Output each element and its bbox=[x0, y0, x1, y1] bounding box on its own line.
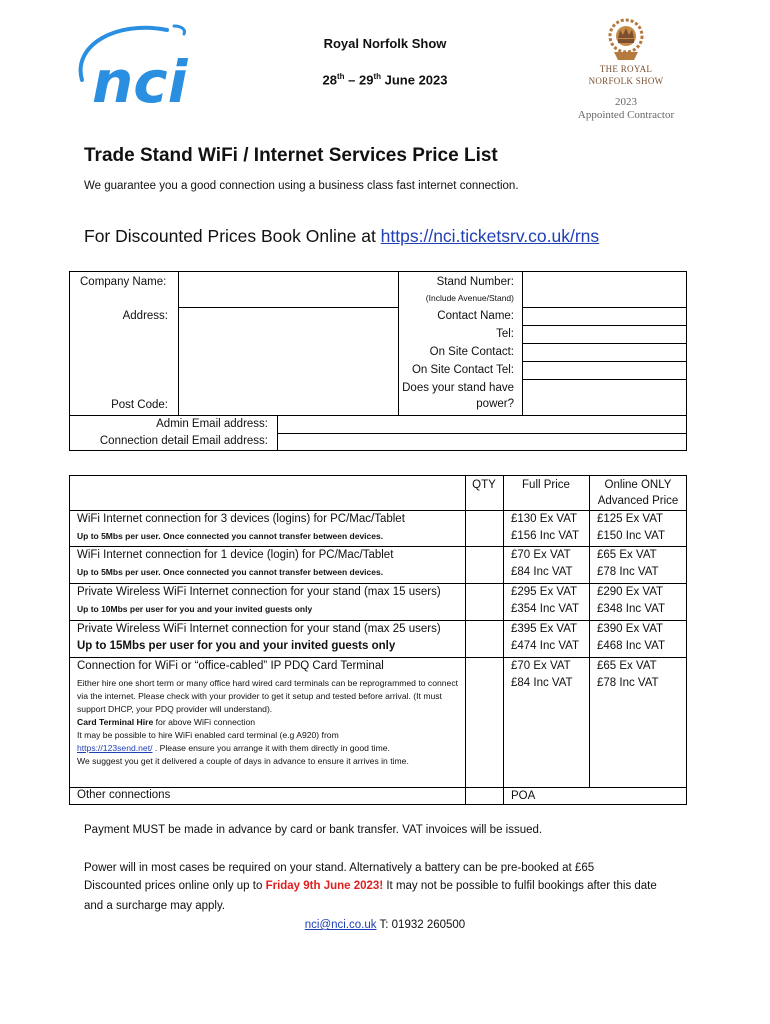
service-subtitle: Up to 15Mbs per user for you and your invited guests only bbox=[77, 640, 396, 652]
page-subtitle: We guarantee you a good connection using a business class fast internet connection. bbox=[84, 180, 519, 192]
service-subtitle: Up to 5Mbs per user. Once connected you cannot transfer between devices. bbox=[77, 567, 384, 577]
online-price-ex: £290 Ex VAT bbox=[597, 586, 664, 598]
address-label: Address: bbox=[122, 310, 168, 322]
event-dates: 28th – 29th June 2023 bbox=[322, 72, 448, 88]
online-price-inc: £150 Inc VAT bbox=[597, 530, 665, 542]
crown-crest-icon bbox=[606, 18, 646, 62]
qty-input[interactable] bbox=[466, 511, 503, 546]
qty-input[interactable] bbox=[466, 621, 503, 657]
logo-wordmark: nci bbox=[92, 48, 188, 116]
admin-email-label: Admin Email address: bbox=[156, 418, 268, 430]
service-note: Either hire one short term or many office hard wired card terminals can be reprogrammed to connect via the internet. Please check with your provider to get it setup and tested before arrival. (It must support DHCP, your PDQ provider will understand). Card Terminal Hire for above WiFi connection It may be possible to hire WiFi enabled card terminal (e.g A920) from https://123send.net/ . Please ensure you arrange it with them directly in good time. We suggest you get it delivered a couple of days in advance to ensure it arrives in time. bbox=[77, 678, 459, 766]
col-header-qty: QTY bbox=[472, 479, 496, 491]
connection-email-field[interactable] bbox=[278, 434, 687, 451]
power-note: Power will in most cases be required on your stand. Alternatively a battery can be pre-booked at £65 bbox=[84, 862, 595, 874]
card-terminal-hire-label: Card Terminal Hire bbox=[77, 717, 154, 727]
service-title: WiFi Internet connection for 1 device (login) for PC/Mac/Tablet bbox=[77, 549, 394, 561]
col-header-online-line2: Advanced Price bbox=[597, 495, 679, 507]
full-price-inc: £474 Inc VAT bbox=[511, 640, 579, 652]
online-price-inc: £78 Inc VAT bbox=[597, 677, 659, 689]
discount-note: Discounted prices online only up to Friday 9th June 2023! It may not be possible to fulfil bookings after this date bbox=[84, 880, 657, 892]
full-price-ex: £70 Ex VAT bbox=[511, 660, 571, 672]
tel-label: Tel: bbox=[496, 328, 514, 340]
online-price-inc: £78 Inc VAT bbox=[597, 566, 659, 578]
company-name-label: Company Name: bbox=[80, 276, 167, 288]
123send-link[interactable]: https://123send.net/ bbox=[77, 743, 153, 753]
service-note-text: Either hire one short term or many office hard wired card terminals can be reprogrammed to connect via the internet. Please check with your provider to get it setup and tested before arrival. (It must support DHCP, your PDQ provider will understand). bbox=[77, 678, 459, 714]
qty-input[interactable] bbox=[466, 788, 503, 804]
contact-name-label: Contact Name: bbox=[437, 310, 514, 322]
full-price-ex: £130 Ex VAT bbox=[511, 513, 578, 525]
power-label-line1: Does your stand have bbox=[402, 382, 514, 394]
full-price-poa: POA bbox=[511, 790, 536, 802]
tel-field[interactable] bbox=[523, 326, 687, 343]
service-title: Private Wireless WiFi Internet connection for your stand (max 25 users) bbox=[77, 623, 441, 635]
royal-norfolk-crest-block bbox=[568, 18, 684, 121]
online-price-inc: £348 Inc VAT bbox=[597, 603, 665, 615]
stand-number-field[interactable] bbox=[523, 273, 687, 307]
contact-tel: T: 01932 260500 bbox=[376, 919, 466, 931]
page-title: Trade Stand WiFi / Internet Services Price List bbox=[84, 145, 498, 166]
booking-link[interactable]: https://nci.ticketsrv.co.uk/rns bbox=[380, 226, 600, 246]
power-label-line2: power? bbox=[476, 398, 514, 410]
event-name: Royal Norfolk Show bbox=[323, 36, 447, 51]
online-price-inc: £468 Inc VAT bbox=[597, 640, 665, 652]
full-price-inc: £156 Inc VAT bbox=[511, 530, 579, 542]
onsite-tel-field[interactable] bbox=[523, 362, 687, 379]
payment-note: Payment MUST be made in advance by card or bank transfer. VAT invoices will be issued. bbox=[84, 824, 543, 836]
col-header-full-price: Full Price bbox=[522, 479, 570, 491]
service-title: Connection for WiFi or “office-cabled” IP PDQ Card Terminal bbox=[77, 660, 384, 672]
online-price-ex: £125 Ex VAT bbox=[597, 513, 664, 525]
stand-number-note: (Include Avenue/Stand) bbox=[425, 293, 514, 303]
full-price-ex: £395 Ex VAT bbox=[511, 623, 578, 635]
onsite-contact-label: On Site Contact: bbox=[429, 346, 514, 358]
online-price-ex: £390 Ex VAT bbox=[597, 623, 664, 635]
service-title: Other connections bbox=[77, 789, 171, 801]
qty-input[interactable] bbox=[466, 658, 503, 787]
booking-line: For Discounted Prices Book Online at https://nci.ticketsrv.co.uk/rns bbox=[84, 226, 600, 246]
appointed-contractor: Appointed Contractor bbox=[577, 109, 675, 121]
full-price-ex: £70 Ex VAT bbox=[511, 549, 571, 561]
discount-deadline: Friday 9th June 2023! bbox=[265, 880, 384, 892]
surcharge-note: and a surcharge may apply. bbox=[84, 900, 226, 912]
power-field[interactable] bbox=[523, 380, 687, 415]
order-form bbox=[69, 271, 687, 451]
royal-name-line1: THE ROYAL bbox=[599, 64, 653, 74]
nci-logo bbox=[62, 20, 222, 120]
company-name-field[interactable] bbox=[179, 273, 398, 307]
full-price-inc: £84 Inc VAT bbox=[511, 677, 573, 689]
full-price-inc: £354 Inc VAT bbox=[511, 603, 579, 615]
service-subtitle: Up to 10Mbs per user for you and your invited guests only bbox=[77, 604, 313, 614]
address-field[interactable] bbox=[179, 308, 398, 415]
online-price-ex: £65 Ex VAT bbox=[597, 549, 657, 561]
col-header-online-line1: Online ONLY bbox=[604, 479, 672, 491]
online-price-ex: £65 Ex VAT bbox=[597, 660, 657, 672]
service-title: Private Wireless WiFi Internet connection for your stand (max 15 users) bbox=[77, 586, 441, 598]
contact-line bbox=[0, 919, 770, 931]
onsite-contact-field[interactable] bbox=[523, 344, 687, 361]
connection-email-label: Connection detail Email address: bbox=[99, 435, 268, 447]
post-code-label: Post Code: bbox=[111, 399, 168, 411]
contact-name-field[interactable] bbox=[523, 308, 687, 325]
admin-email-field[interactable] bbox=[278, 416, 687, 433]
royal-name-line2: NORFOLK SHOW bbox=[588, 76, 664, 86]
service-title: WiFi Internet connection for 3 devices (logins) for PC/Mac/Tablet bbox=[77, 513, 405, 525]
qty-input[interactable] bbox=[466, 547, 503, 583]
onsite-tel-label: On Site Contact Tel: bbox=[411, 364, 514, 376]
email-link[interactable]: nci@nci.co.uk bbox=[304, 919, 377, 931]
full-price-inc: £84 Inc VAT bbox=[511, 566, 573, 578]
price-table bbox=[69, 475, 687, 805]
stand-number-label: Stand Number: bbox=[436, 276, 514, 288]
full-price-ex: £295 Ex VAT bbox=[511, 586, 578, 598]
service-subtitle: Up to 5Mbs per user. Once connected you cannot transfer between devices. bbox=[77, 531, 384, 541]
royal-year: 2023 bbox=[615, 96, 637, 108]
qty-input[interactable] bbox=[466, 584, 503, 620]
